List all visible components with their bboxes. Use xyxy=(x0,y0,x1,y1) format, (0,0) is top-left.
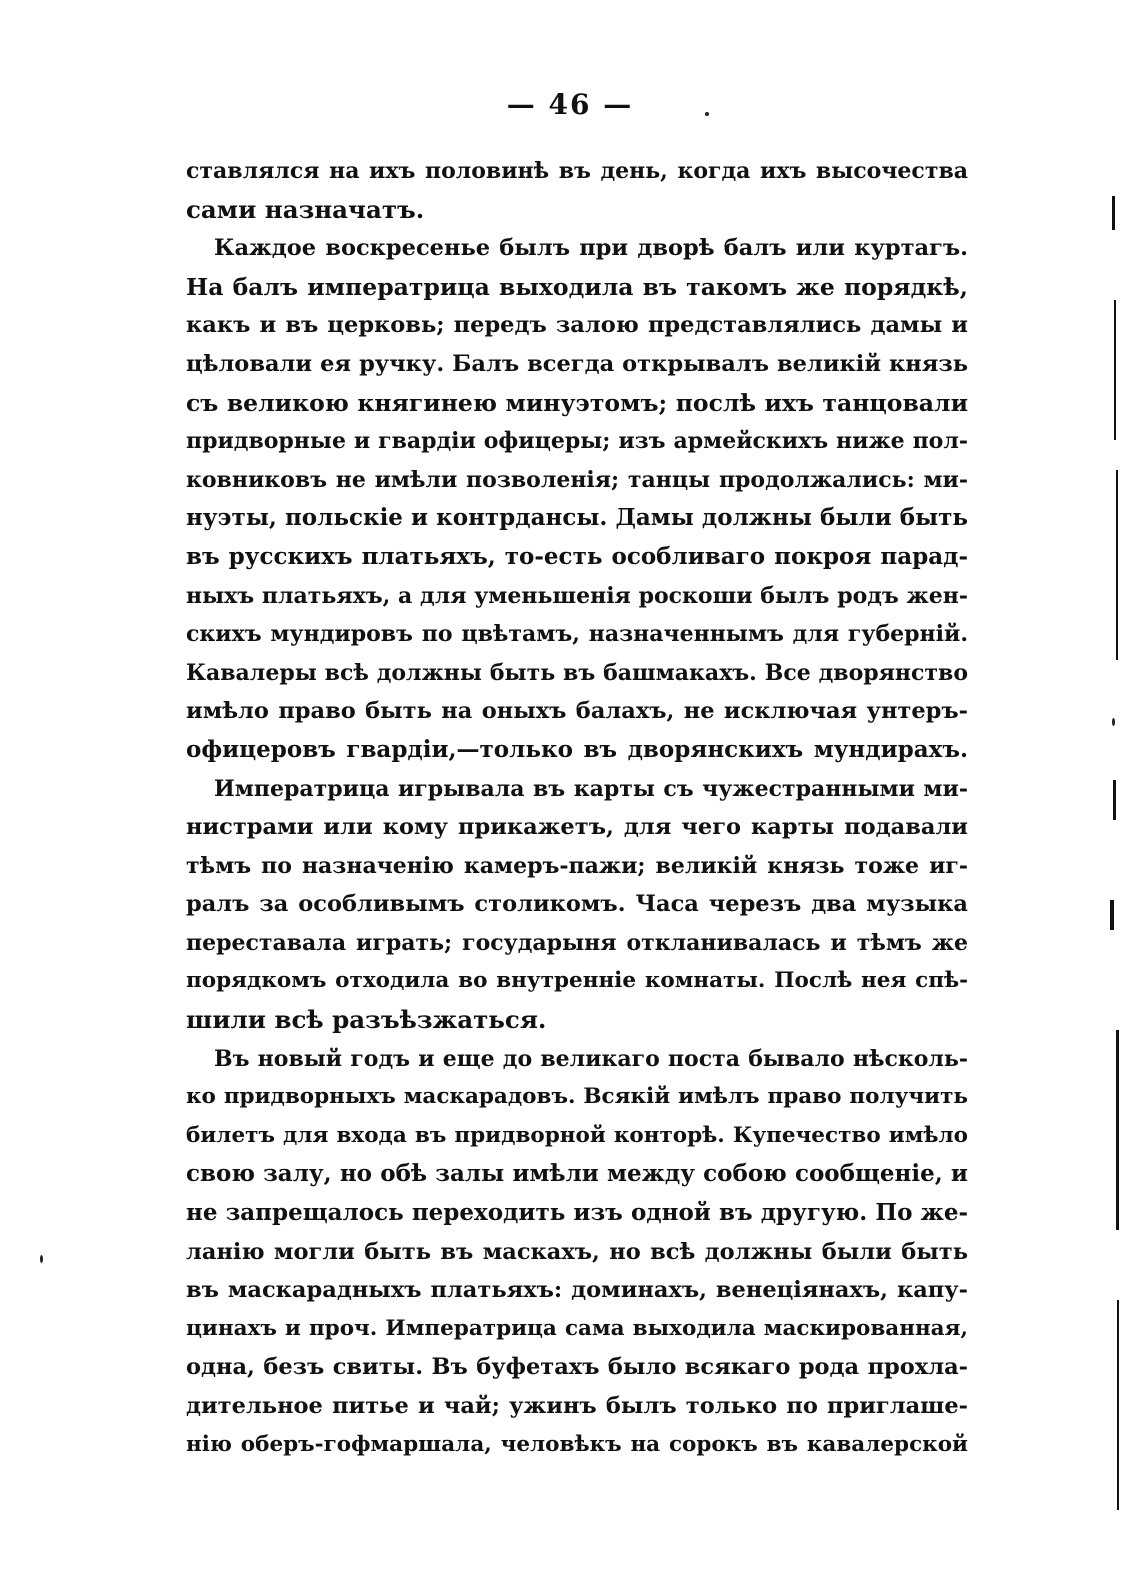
text-line: порядкомъ отходила во внутренніе комнаты. Послѣ нея спѣ- xyxy=(186,968,968,994)
text-line: цинахъ и проч. Императрица сама выходила маскированная, xyxy=(186,1315,968,1341)
text-line: Императрица игрывала въ карты съ чужестранными ми- xyxy=(214,775,968,802)
text-line: въ русскихъ платьяхъ, то-есть особливаго покроя парад- xyxy=(186,542,968,570)
text-line: придворные и гвардіи офицеры; изъ армейскихъ ниже пол- xyxy=(186,428,968,455)
scan-edge-mark xyxy=(1112,196,1115,230)
scan-edge-mark xyxy=(1114,300,1116,440)
text-line: Въ новый годъ и еще до великаго поста бывало нѣсколь- xyxy=(214,1045,968,1072)
text-line: сами назначатъ. xyxy=(186,194,425,224)
text-line: Каждое воскресенье былъ при дворѣ балъ или куртагъ. xyxy=(214,235,968,262)
text-line: переставала играть; государыня откланивалась и тѣмъ же xyxy=(186,929,968,956)
page-number: — 46 — xyxy=(506,88,634,121)
scan-edge-mark xyxy=(1113,780,1116,820)
text-line: ковниковъ не имѣли позволенія; танцы продолжались: ми- xyxy=(186,466,968,493)
text-line: нистрами или кому прикажетъ, для чего карты подавали xyxy=(186,814,968,841)
text-line: офицеровъ гвардіи,—только въ дворянскихъ мундирахъ. xyxy=(186,735,968,763)
text-line: цѣловали ея ручку. Балъ всегда открывалъ великій князь xyxy=(186,350,968,377)
text-line: На балъ императрица выходила въ такомъ же порядкѣ, xyxy=(186,272,968,301)
text-line: ныхъ платьяхъ, а для уменьшенія роскоши былъ родъ жен- xyxy=(186,582,968,609)
text-line: Кавалеры всѣ должны быть въ башмакахъ. Все дворянство xyxy=(186,659,968,686)
text-line: билетъ для входа въ придворной конторѣ. Купечество имѣло xyxy=(186,1122,968,1148)
scan-edge-mark xyxy=(1116,470,1118,660)
scan-speck xyxy=(705,112,709,116)
text-line: съ великою княгинею минуэтомъ; послѣ ихъ танцовали xyxy=(186,388,968,417)
text-line: ланію могли быть въ маскахъ, но всѣ должны были быть xyxy=(186,1238,968,1265)
text-line: нуэты, польскіе и контрдансы. Дамы должны были быть xyxy=(186,504,968,532)
text-line: свою залу, но обѣ залы имѣли между собою сообщеніе, и xyxy=(186,1160,968,1188)
text-line: тѣмъ по назначенію камеръ-пажи; великій князь тоже иг- xyxy=(186,852,968,879)
text-line: какъ и въ церковь; передъ залою представлялись дамы и xyxy=(186,312,968,339)
text-line: шили всѣ разъѣзжаться. xyxy=(186,1005,547,1035)
text-line: ралъ за особливымъ столикомъ. Часа черезъ два музыка xyxy=(186,891,968,918)
text-line: ко придворныхъ маскарадовъ. Всякій имѣлъ право получить xyxy=(186,1084,968,1110)
scan-speck xyxy=(40,1255,43,1263)
text-line: въ маскарадныхъ платьяхъ: доминахъ, венеціянахъ, капу- xyxy=(186,1277,968,1304)
text-line: скихъ мундировъ по цвѣтамъ, назначеннымъ для губерній. xyxy=(186,621,968,648)
body-text xyxy=(186,152,968,1464)
scan-edge-mark xyxy=(1117,1300,1119,1510)
text-line: дительное питье и чай; ужинъ былъ только по приглаше- xyxy=(186,1393,968,1419)
text-line: не запрещалось переходить изъ одной въ другую. По же- xyxy=(186,1199,968,1227)
scan-edge-mark xyxy=(1116,1030,1119,1230)
text-line: одна, безъ свиты. Въ буфетахъ было всякаго рода прохла- xyxy=(186,1354,968,1381)
scan-edge-mark xyxy=(1110,900,1114,930)
text-line: имѣло право быть на оныхъ балахъ, не исключая унтеръ- xyxy=(186,698,968,725)
text-line: ставлялся на ихъ половинѣ въ день, когда ихъ высочества xyxy=(186,158,968,184)
text-line: нію оберъ-гофмаршала, человѣкъ на сорокъ въ кавалерской xyxy=(186,1431,968,1457)
scan-speck xyxy=(1112,718,1115,726)
